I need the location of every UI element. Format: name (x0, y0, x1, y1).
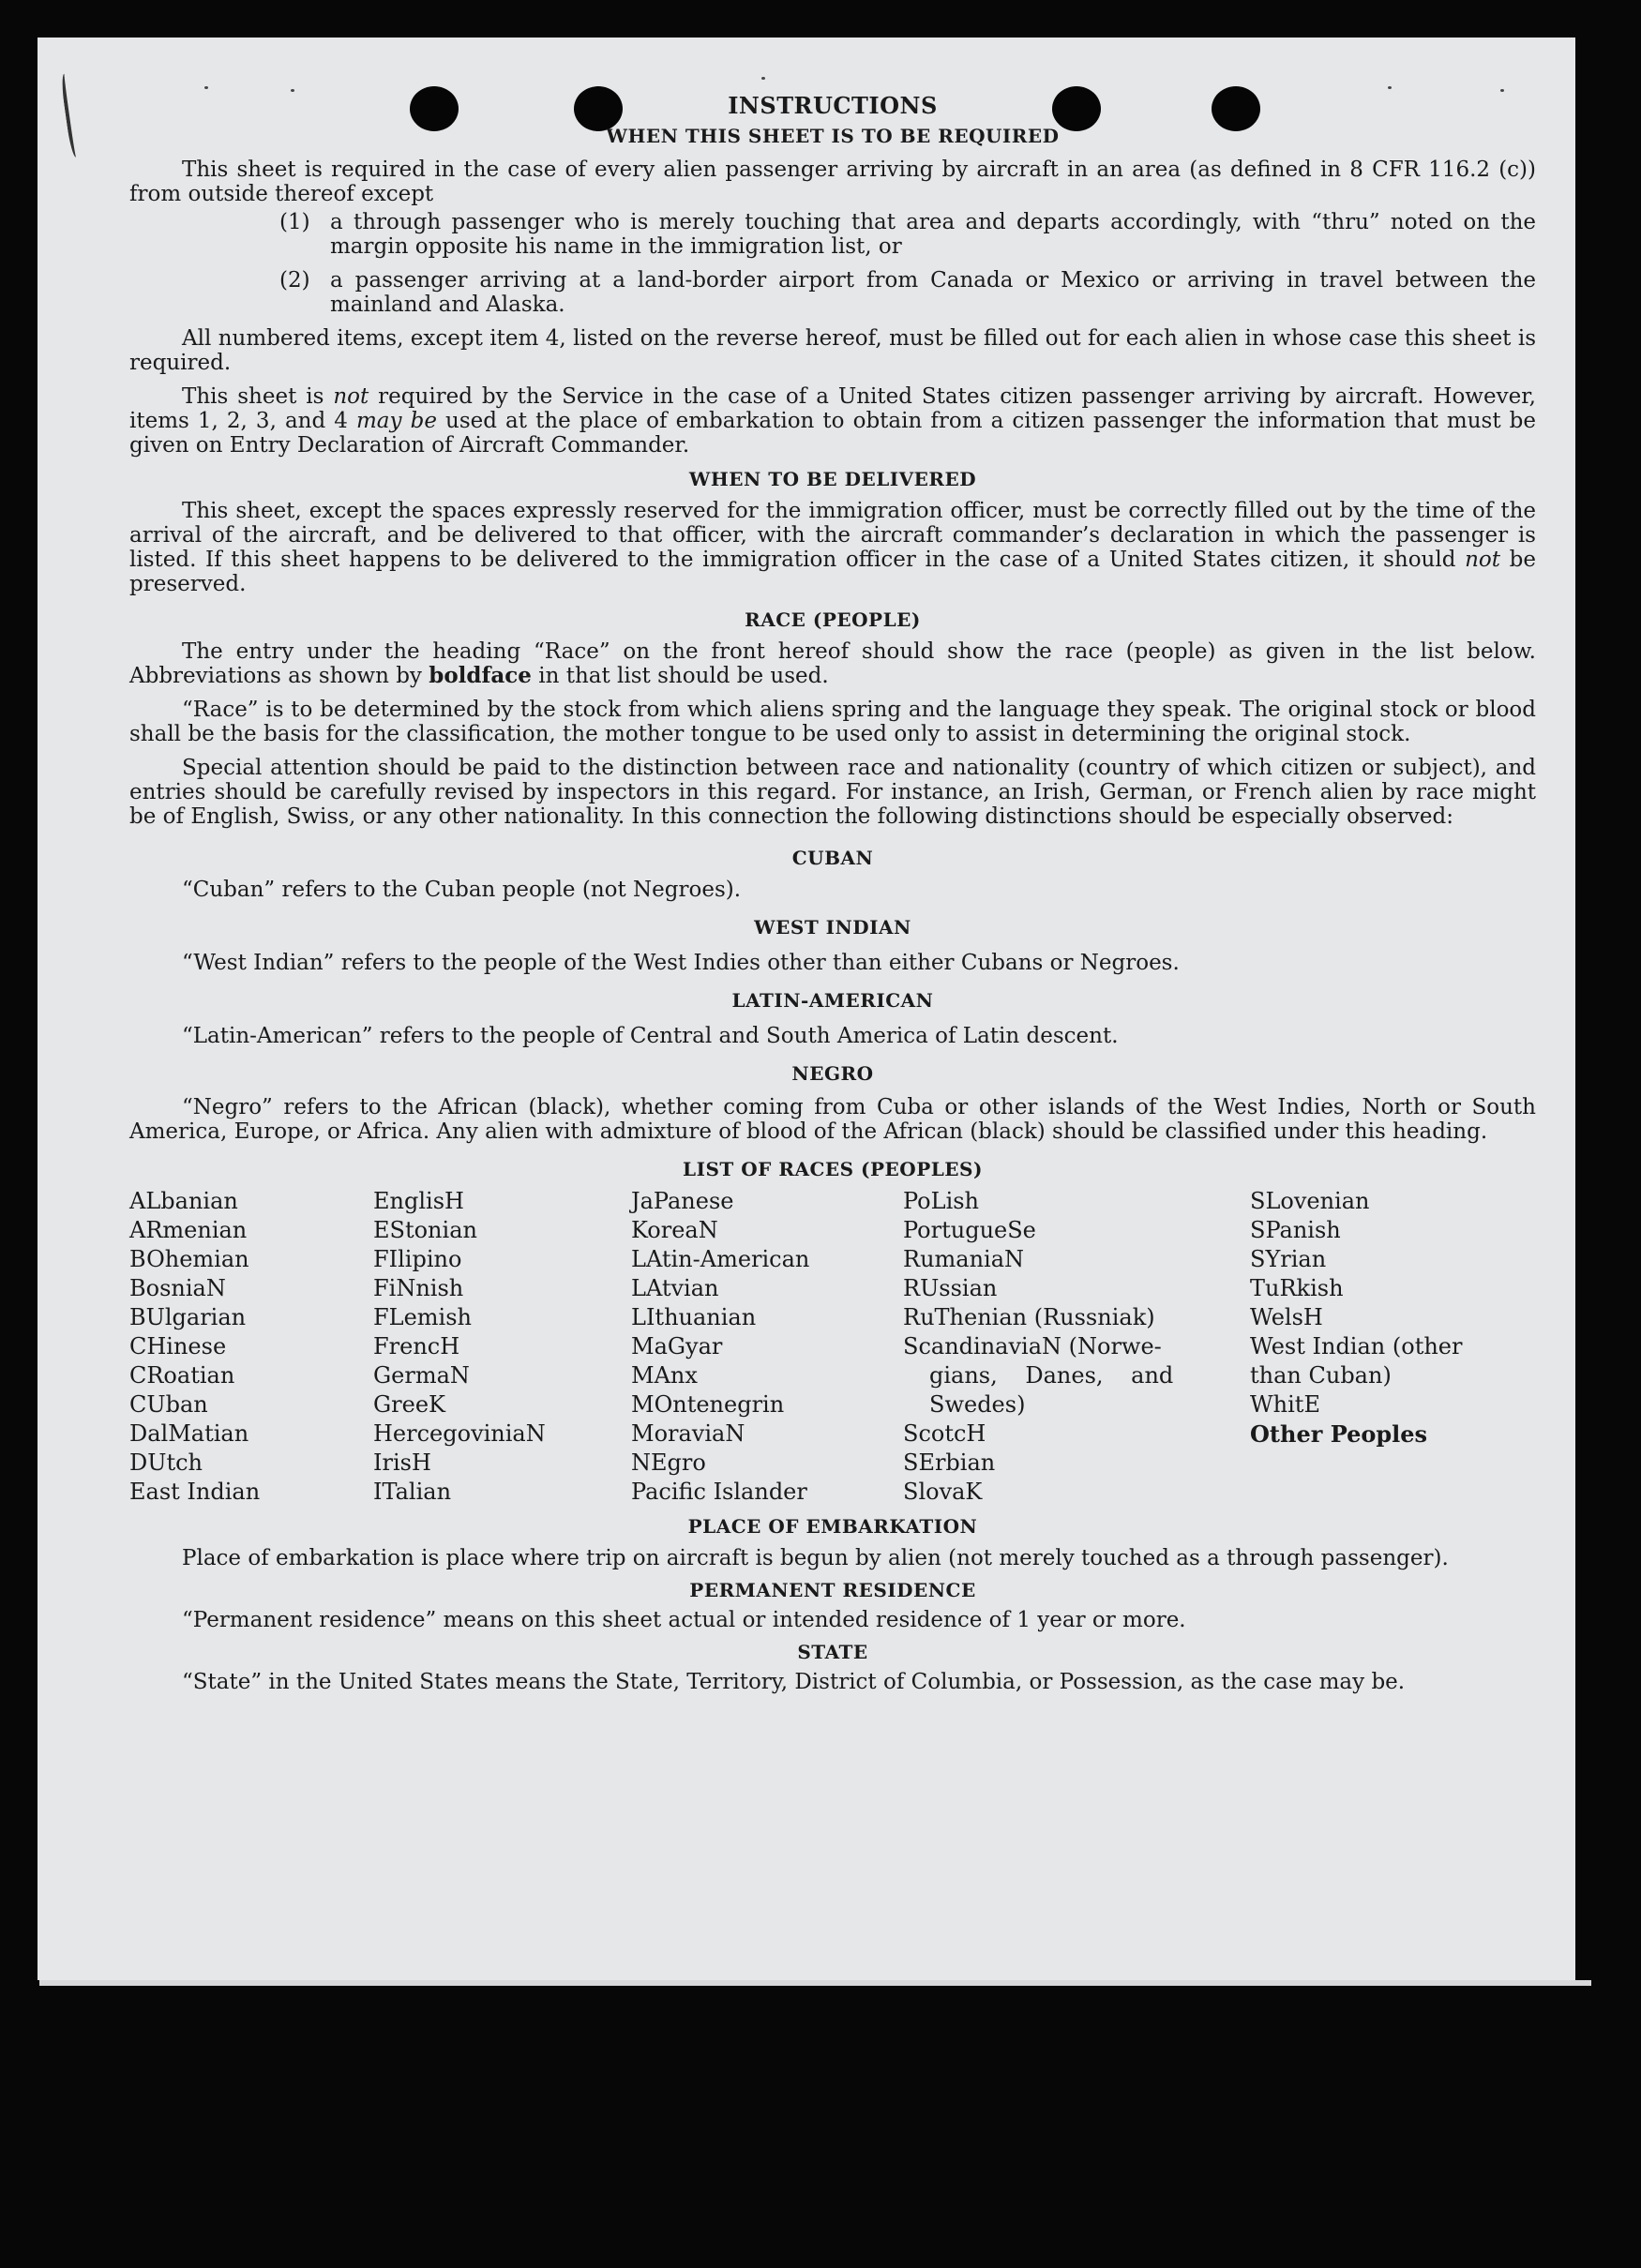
emphasis: may be (356, 409, 437, 433)
races-column-5 (1250, 1187, 1536, 1507)
race-item: West Indian (other than Cuban) (1250, 1333, 1463, 1389)
race-item: SYrian (1250, 1246, 1327, 1272)
race-item: ITalian (373, 1479, 452, 1505)
race-item: ScotcH (903, 1420, 986, 1447)
race-item: ScandinaviaN (Norwe- (903, 1333, 1162, 1359)
paragraph-embarkation: Place of embarkation is place where trip on aircraft is begun by alien (not merely touched as a through passenger). (182, 1546, 1449, 1570)
race-item: FiNnish (373, 1275, 464, 1301)
race-item: BUlgarian (129, 1304, 247, 1330)
paragraph-latin-american: “Latin-American” refers to the people of Central and South America of Latin descent. (182, 1024, 1119, 1048)
race-item: MOntenegrin (631, 1391, 785, 1418)
race-item: Pacific Islander (631, 1479, 807, 1505)
race-item: FrencH (373, 1333, 460, 1359)
paragraph-race-entry (129, 639, 1536, 688)
item-number: (2) (279, 268, 310, 293)
paragraph-delivered (129, 499, 1536, 596)
text: used at the place of embarkation to obtain from a citizen passenger the information that must be given on Entry Declaration of Aircraft Commander. (129, 409, 1537, 458)
speck (761, 77, 765, 80)
heading-list-of-races: LIST OF RACES (PEOPLES) (683, 1158, 983, 1180)
emphasis: not (333, 384, 369, 409)
pen-mark (60, 73, 83, 158)
race-item: DUtch (129, 1449, 203, 1476)
sheet-shadow-edge (39, 1980, 1591, 1986)
race-item: LAtin-American (631, 1246, 810, 1272)
bold-word: boldface (429, 663, 532, 688)
race-item: NEgro (631, 1449, 706, 1476)
race-item: SErbian (903, 1449, 996, 1476)
speck (291, 89, 294, 92)
race-item: SLovenian (1250, 1188, 1370, 1214)
race-item: Other Peoples (1250, 1420, 1428, 1448)
race-item: CRoatian (129, 1362, 235, 1389)
speck (204, 86, 208, 89)
races-column-1 (129, 1187, 373, 1507)
race-item: RUssian (903, 1275, 998, 1301)
race-item-continued: gians, Danes, and (929, 1362, 1174, 1389)
race-item: GreeK (373, 1391, 445, 1418)
race-item: PortugueSe (903, 1217, 1036, 1243)
races-column-3 (631, 1187, 903, 1507)
heading-west-indian: WEST INDIAN (754, 916, 911, 939)
races-column-2 (373, 1187, 631, 1507)
document-body (129, 94, 1536, 1694)
paragraph-residence: “Permanent residence” means on this sheet actual or intended residence of 1 year or more. (182, 1608, 1186, 1632)
race-item: CHinese (129, 1333, 227, 1359)
heading-latin-american: LATIN-AMERICAN (731, 989, 934, 1012)
speck (1500, 89, 1504, 92)
exception-item-2 (279, 268, 1536, 317)
race-item: PoLish (903, 1188, 980, 1214)
race-item: LIthuanian (631, 1304, 757, 1330)
text: This sheet is (182, 384, 334, 409)
race-item: KoreaN (631, 1217, 718, 1243)
race-item: East Indian (129, 1479, 261, 1505)
race-item: JaPanese (631, 1188, 734, 1214)
races-column-4 (903, 1187, 1250, 1507)
document-title: INSTRUCTIONS (728, 92, 938, 119)
item-text: a passenger arriving at a land-border airport from Canada or Mexico or arriving in travel between the mainland and Alaska. (330, 268, 1536, 317)
race-item: RuThenian (Russniak) (903, 1304, 1155, 1330)
heading-embarkation: PLACE OF EMBARKATION (687, 1515, 978, 1538)
race-item: SPanish (1250, 1217, 1341, 1243)
text: This sheet, except the spaces expressly reserved for the immigration officer, must be correctly filled out by the time of the arrival of the aircraft, and be delivered to that officer, with the aircraft commander’s declaration in which the passenger is listed. If this sheet happens to be delivered to the immigration officer in the case of a United States citizen, it should (129, 499, 1536, 572)
text: in that list should be used. (531, 664, 829, 688)
race-item: TuRkish (1250, 1275, 1344, 1301)
race-item: FLemish (373, 1304, 472, 1330)
emphasis: not (1465, 548, 1500, 572)
paragraph-race-nationality: Special attention should be paid to the distinction between race and nationality (country of which citizen or subject), and entries should be carefully revised by inspectors in this regard. For instance, an Irish, German, or French alien by race might be of English, Swiss, or any other nationality. In this connection the following distinctions should be especially observed: (129, 756, 1536, 829)
exception-item-1 (279, 210, 1536, 259)
races-list (129, 1187, 1536, 1507)
text: required by the Service in the case of a United States citizen passenger arriving by aircraft. However, items 1, 2, 3, and 4 (129, 384, 1536, 433)
race-item: EnglisH (373, 1188, 464, 1214)
race-item: BOhemian (129, 1246, 249, 1272)
race-item: IrisH (373, 1449, 431, 1476)
race-item: MaGyar (631, 1333, 723, 1359)
race-item: DalMatian (129, 1420, 249, 1447)
text: be preserved. (129, 548, 1536, 596)
heading-required: WHEN THIS SHEET IS TO BE REQUIRED (606, 125, 1060, 147)
race-item: SlovaK (903, 1479, 983, 1505)
paragraph-state: “State” in the United States means the State, Territory, District of Columbia, or Possession, as the case may be. (182, 1670, 1406, 1694)
paragraph-negro: “Negro” refers to the African (black), whether coming from Cuba or other islands of the West Indies, North or South America, Europe, or Africa. Any alien with admixture of blood of the African (black) should be classified under this heading. (129, 1095, 1536, 1144)
race-item: GermaN (373, 1362, 470, 1389)
race-item: BosniaN (129, 1275, 226, 1301)
paragraph-west-indian: “West Indian” refers to the people of the West Indies other than either Cubans or Negroes. (182, 951, 1180, 975)
heading-residence: PERMANENT RESIDENCE (689, 1579, 976, 1601)
heading-delivered: WHEN TO BE DELIVERED (688, 468, 977, 490)
race-item: LAtvian (631, 1275, 719, 1301)
document-sheet (38, 38, 1575, 1980)
heading-race: RACE (PEOPLE) (745, 608, 921, 631)
paragraph-cuban: “Cuban” refers to the Cuban people (not Negroes). (182, 878, 742, 902)
race-item: EStonian (373, 1217, 477, 1243)
heading-negro: NEGRO (791, 1062, 874, 1085)
race-item: ALbanian (129, 1188, 238, 1214)
text: The entry under the heading “Race” on the front hereof should show the race (people) as given in the list below. Abbreviations as shown by (129, 639, 1536, 688)
speck (1388, 86, 1392, 89)
race-item: HercegoviniaN (373, 1420, 546, 1447)
heading-state: STATE (797, 1641, 868, 1663)
race-item: RumaniaN (903, 1246, 1025, 1272)
race-item: MoraviaN (631, 1420, 745, 1447)
race-item: WelsH (1250, 1304, 1323, 1330)
paragraph-numbered-items: All numbered items, except item 4, listed on the reverse hereof, must be filled out for each alien in whose case this sheet is required. (129, 326, 1536, 375)
race-item: WhitE (1250, 1391, 1320, 1418)
paragraph-required: This sheet is required in the case of every alien passenger arriving by aircraft in an area (as defined in 8 CFR 116.2 (c)) from outside thereof except (129, 158, 1536, 206)
paragraph-race-definition: “Race” is to be determined by the stock from which aliens spring and the language they speak. The original stock or blood shall be the basis for the classification, the mother tongue to be used only to assist in determining the original stock. (129, 698, 1536, 746)
paragraph-citizen (129, 384, 1536, 458)
race-item: ARmenian (129, 1217, 248, 1243)
heading-cuban: CUBAN (791, 847, 874, 869)
race-item-continued: Swedes) (929, 1391, 1026, 1418)
race-item: CUban (129, 1391, 208, 1418)
race-item: MAnx (631, 1362, 698, 1389)
race-item: FIlipino (373, 1246, 462, 1272)
item-text: a through passenger who is merely touching that area and departs accordingly, with “thru” noted on the margin opposite his name in the immigration list, or (330, 210, 1536, 259)
item-number: (1) (279, 210, 310, 234)
